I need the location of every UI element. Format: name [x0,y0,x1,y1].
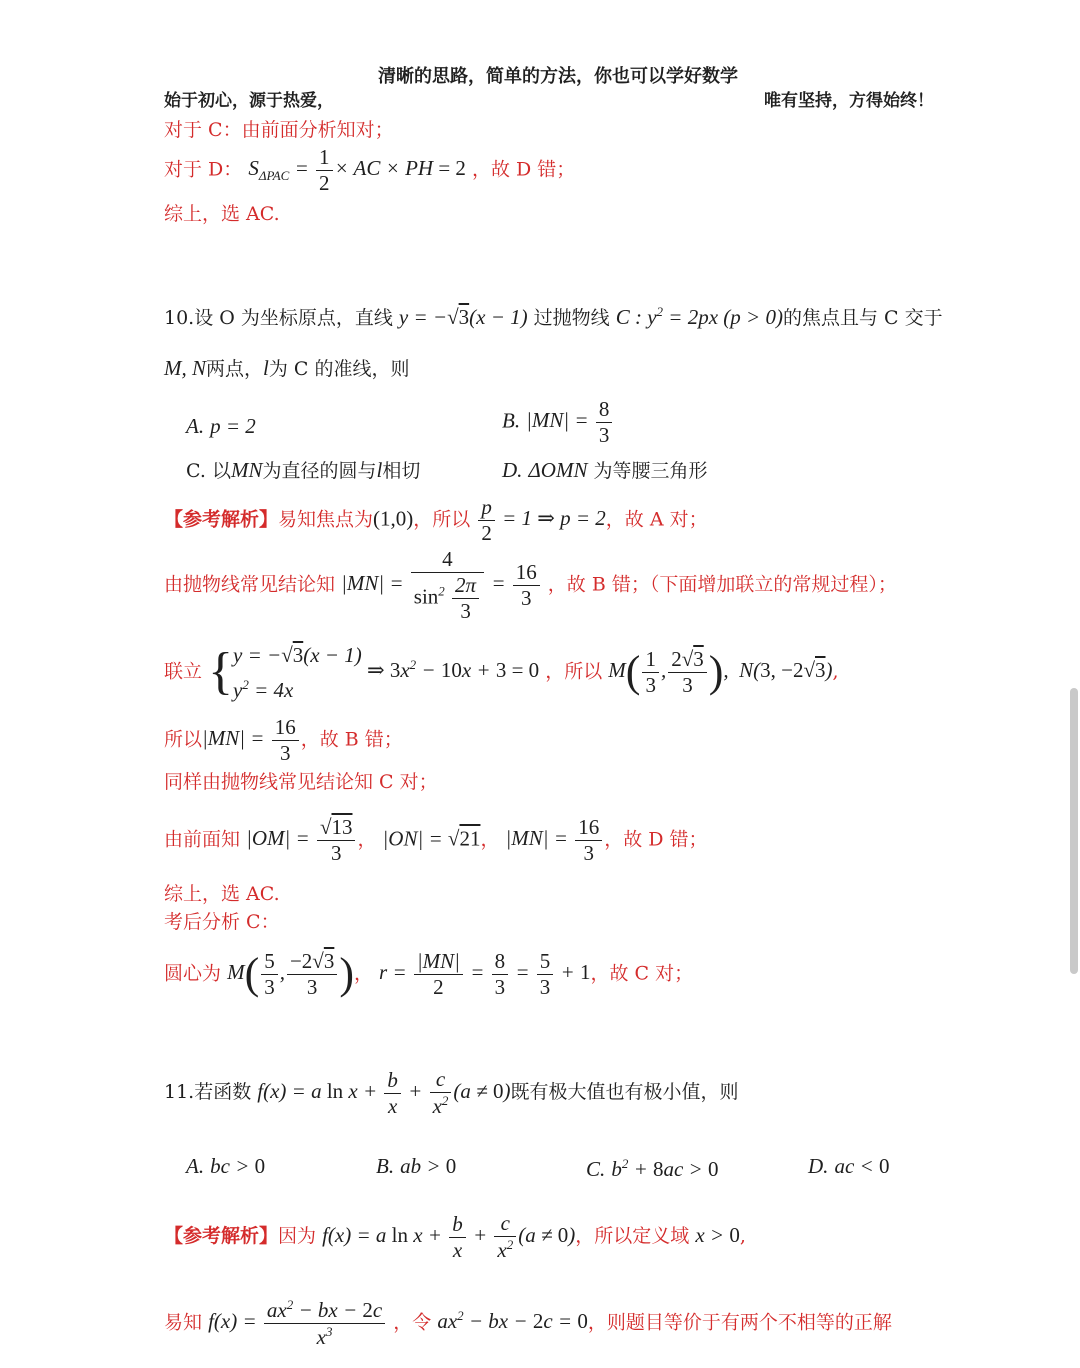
q10-analysis-5: 同样由抛物线常见结论知 C 对； [164,771,438,793]
option-c-comment: 对于 C：由前面分析知对； [164,119,394,141]
q10-option-a: A. p = 2 [186,414,256,438]
q10-stem-line2: M, N两点，l为 C 的准线，则 [164,356,410,380]
q10-analysis-1: 【参考解析】易知焦点为(1,0)，所以 $\frac{p}{2}$ = 1 ⇒ p = 2，故 A 对； [164,495,708,546]
header-right: 唯有坚持，方得始终！ [764,91,934,111]
q10-option-b: B. |MN| = $\frac{8}{3}$ [502,398,614,447]
q10-after-analysis: 考后分析 C： [164,911,280,933]
q11-option-b: B. ab > 0 [376,1154,457,1178]
q10-summary: 综上，选 AC. [164,883,280,905]
area-formula: $S_{\Delta PAC}$ = $\frac{1}{2}$ × AC × PH = 2 [248,145,466,196]
q11-option-d: D. ac < 0 [808,1154,890,1178]
q10-option-d: D. ΔOMN 为等腰三角形 [502,458,708,482]
q10-analysis-6: 由前面知 |OM| = $\frac{√13}{3}$ ， |ON| = √21， |MN| = $\frac{16}{3}$ ，故 D 错； [164,815,708,866]
summary-text: 综上，选 AC. [164,203,280,225]
option-d-comment: 对于 D： $S_{\Delta PAC}$ = $\frac{1}{2}$ × AC × PH = 2 ，故 D 错； [164,145,576,196]
q10-analysis-2: 由抛物线常见结论知 |MN| = 4 $\sin^2$ $\frac{2\pi}{3}$ = $\frac{16}{3}$ ，故 B 错；（下面增加联立的常规过程）； [164,547,897,624]
header-left: 始于初心，源于热爱， [164,91,334,111]
q10-analysis-7: 圆心为 M( $\frac{5}{3}$ , $\frac{-2√3}{3}$ )， r = $\frac{|MN|}{2}$ = $\frac{8}{3}$ = $\frac{5}{3}$ + 1，故 C 对； [164,949,694,1000]
header-center: 清晰的思路，简单的方法，你也可以学好数学 [378,66,738,87]
q10-stem-line1: 10.设 O 为坐标原点，直线 y = −√3(x − 1) 过抛物线 C : $y^2 = 2px$ (p > 0)的焦点且与 C 交于 [164,304,943,329]
q11-analysis-2: 易知 f(x) = $\frac{ax^2 - bx - 2c}{x^3}$ ，令 $ax^2$ − bx − 2c = 0，则题目等价于有两个不相等的正解 [164,1297,892,1350]
q11-stem: 11.若函数 f(x) = a ln x + $\frac{b}{x}$ + $\frac{c}{x^2}$ (a ≠ 0)既有极大值也有极小值，则 [164,1067,739,1119]
q11-option-c: C. $b^2 + 8ac > 0$ [586,1156,719,1181]
q10-analysis-3: 联立 {y = −√3(x − 1) $y^2 = 4x$ ⇒ $3x^2 - 10x + 3 = 0$ ，所以 M( $\frac{1}{3}$ , $\frac{2√3}{3}$ ), N(3, −2√3), [164,643,839,702]
q10-analysis-4: 所以|MN| = $\frac{16}{3}$ ，故 B 错； [164,715,403,766]
q10-option-c: C. 以MN为直径的圆与l相切 [186,458,421,482]
vertical-scrollbar[interactable] [1070,688,1078,974]
q11-analysis-1: 【参考解析】因为 f(x) = a ln x + $\frac{b}{x}$ + $\frac{c}{x^2}$ (a ≠ 0)，所以定义域 x > 0, [164,1211,746,1263]
q11-option-a: A. bc > 0 [186,1154,266,1178]
